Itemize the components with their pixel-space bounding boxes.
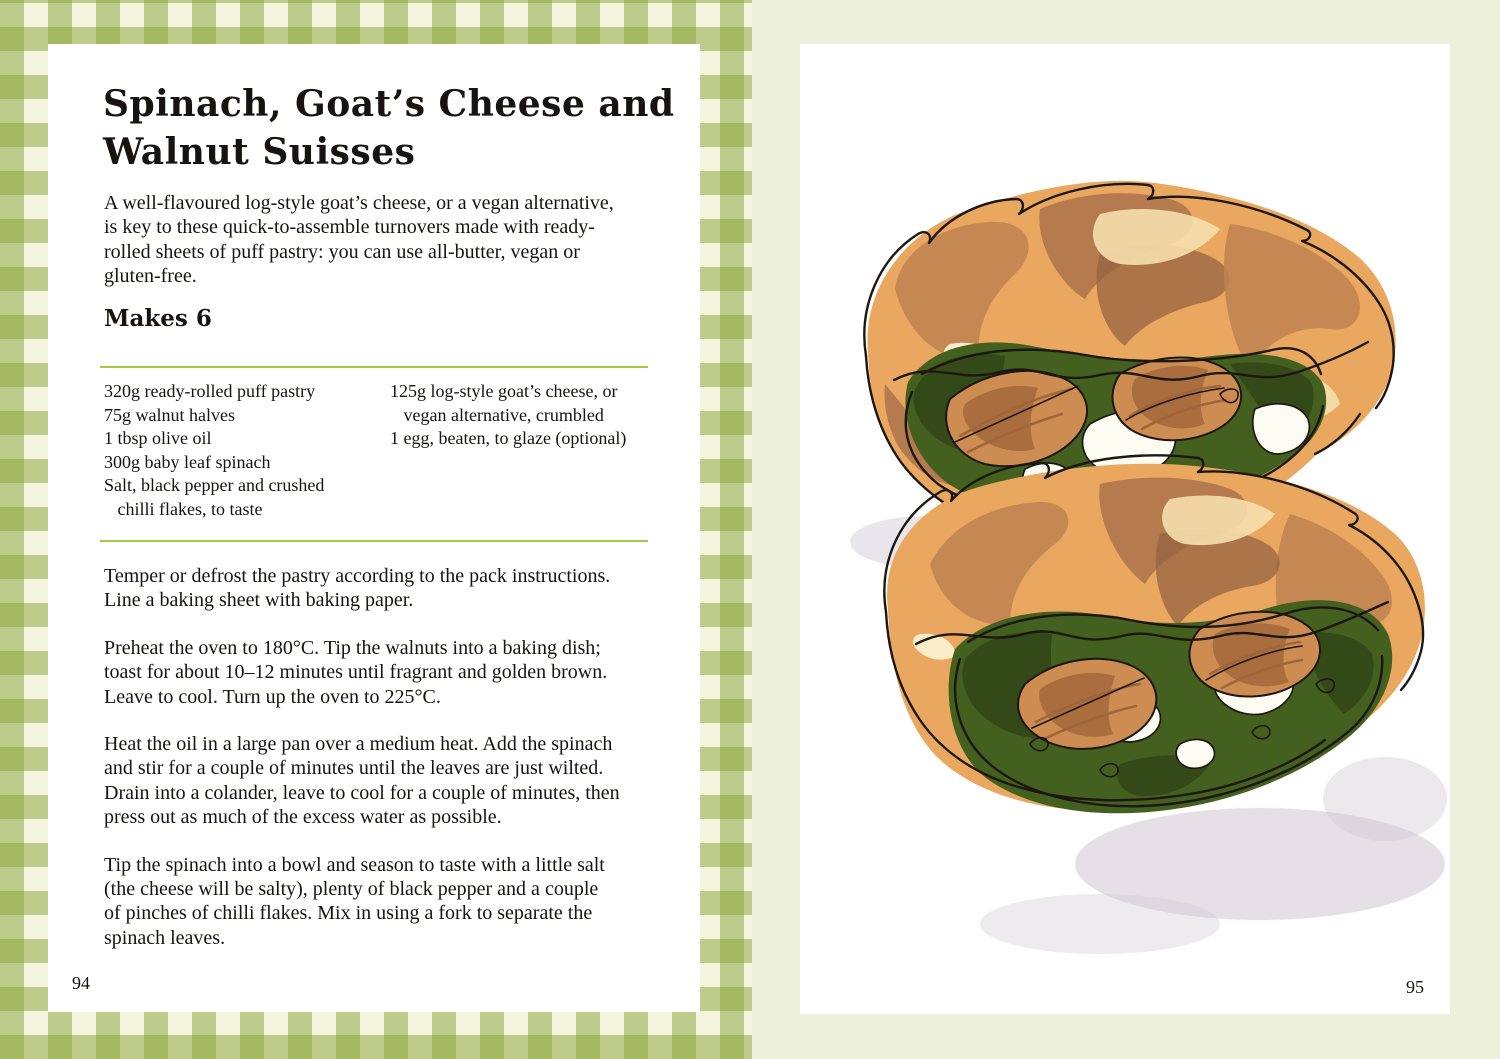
- recipe-title-line1: Spinach, Goat’s Cheese and: [103, 83, 675, 125]
- illustration-panel: [800, 44, 1450, 1014]
- right-page: [752, 0, 1500, 1059]
- suisses-watercolor-illustration: [800, 44, 1450, 1014]
- ingredients-column-1: 320g ready-rolled puff pastry 75g walnut halves 1 tbsp olive oil 300g baby leaf spinach Salt, black pepper and crushed chilli flakes, to taste: [104, 381, 325, 519]
- recipe-card: [48, 44, 700, 1012]
- lower-pastry: [884, 455, 1425, 813]
- recipe-method: Temper or defrost the pastry according to the pack instructions. Line a baking sheet with baking paper. Preheat the oven to 180°C. Tip the walnuts into a baking dish; toast for about 10–12 minutes until fragrant and golden brown. Leave to cool. Turn up the oven to 225°C. Heat the oil in a large pan over a medium heat. Add the spinach and stir for a couple of minutes until the leaves are just wilted. Drain into a colander, leave to cool for a couple of minutes, then press out as much of the excess water as possible. Tip the spinach into a bowl and season to taste with a little salt (the cheese will be salty), plenty of black pepper and a couple of pinches of chilli flakes. Mix in using a fork to separate the spinach leaves.: [104, 565, 620, 949]
- recipe-title: [103, 80, 675, 176]
- recipe-yield: Makes 6: [104, 305, 212, 332]
- ingredients-column-2: 125g log-style goat’s cheese, or vegan alternative, crumbled 1 egg, beaten, to glaze (optional): [390, 381, 627, 448]
- page-number-left: 94: [72, 973, 90, 993]
- ingredients-divider-bottom: [100, 540, 648, 542]
- recipe-intro: A well-flavoured log-style goat’s cheese, or a vegan alternative, is key to these quick-to-assemble turnovers made with ready- rolled sheets of puff pastry: you can use all-butter, vegan or gluten-free.: [104, 192, 614, 288]
- page-number-right: 95: [1406, 977, 1424, 997]
- ingredients-divider-top: [100, 366, 648, 368]
- recipe-title-line2: Walnut Suisses: [103, 131, 416, 173]
